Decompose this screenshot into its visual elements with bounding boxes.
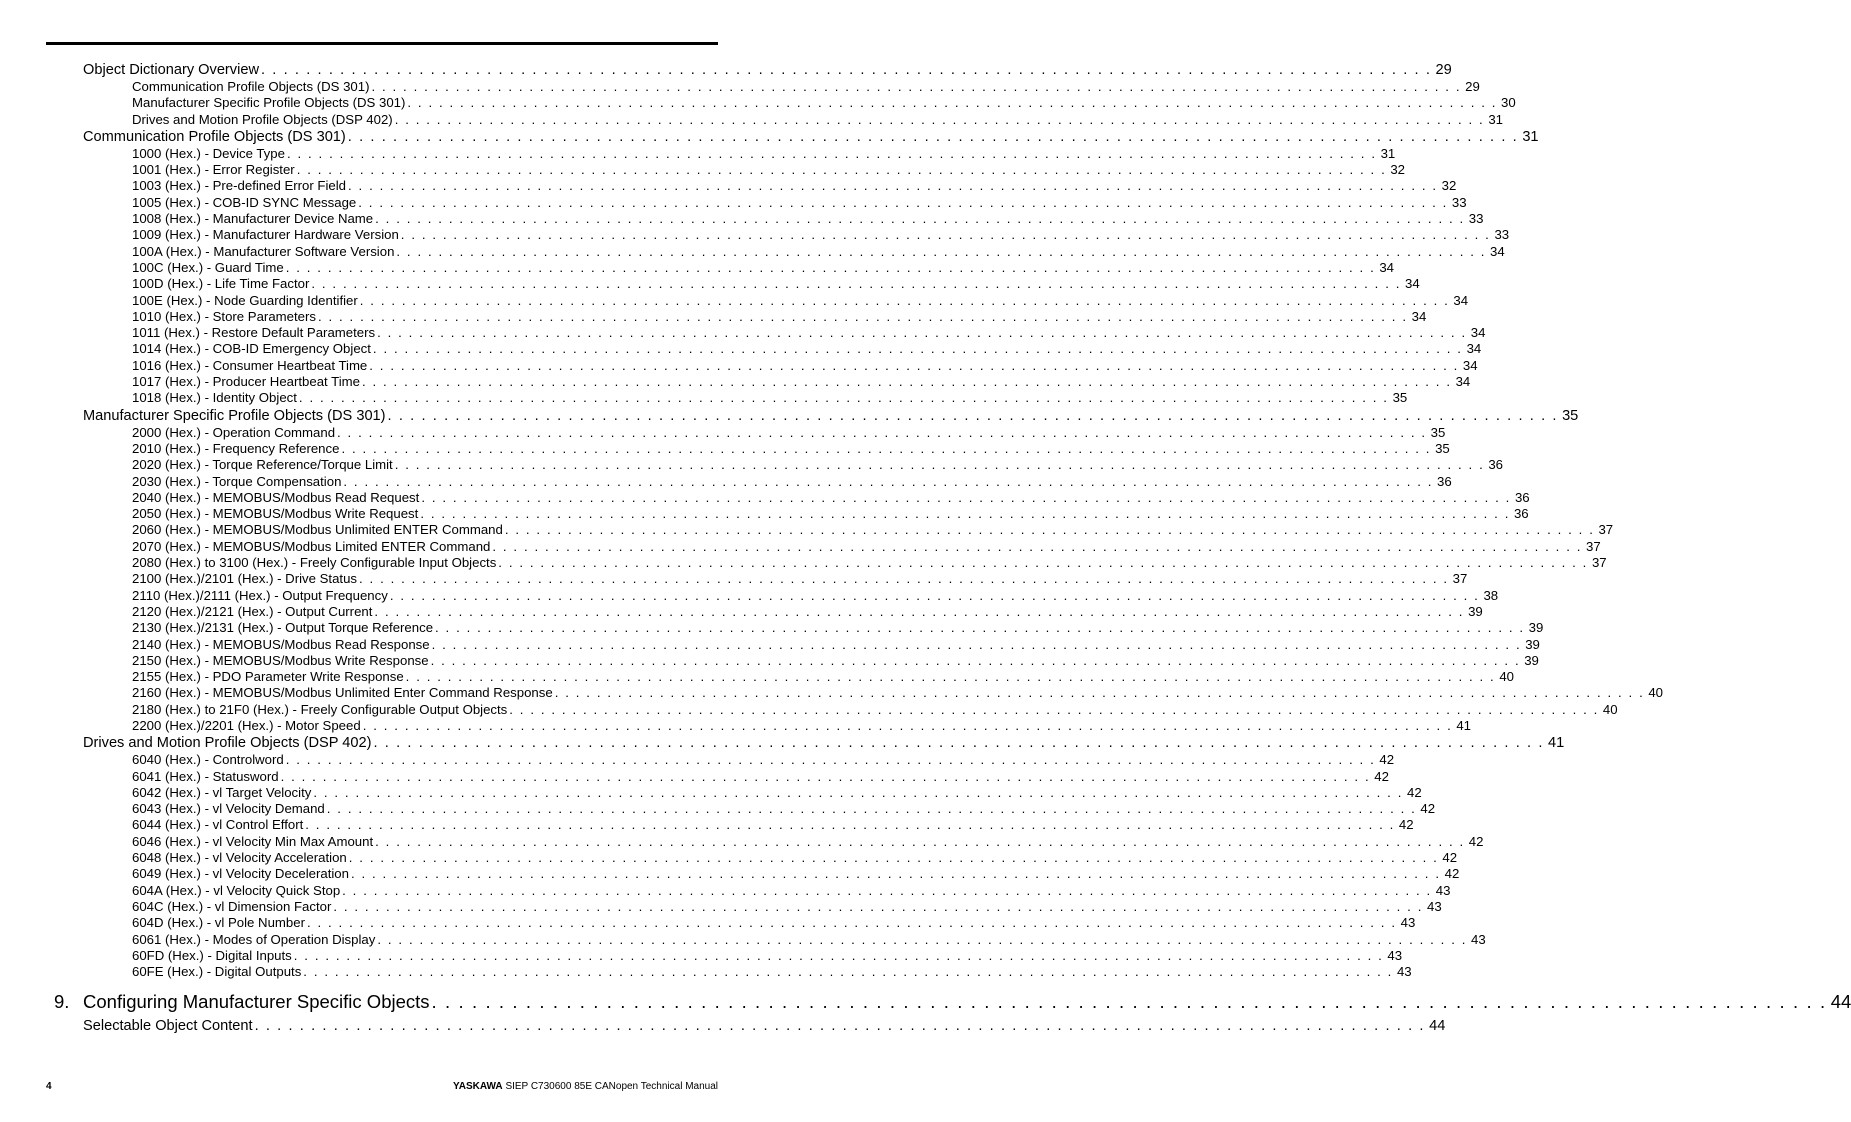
toc-entry-page: 43 bbox=[1387, 947, 1403, 963]
toc-entry-title: Communication Profile Objects (DS 301) bbox=[83, 128, 346, 145]
toc-entry[interactable] bbox=[132, 915, 1416, 931]
toc-entry-page: 42 bbox=[1379, 752, 1395, 768]
header-rule bbox=[46, 42, 718, 45]
toc-entry-page: 34 bbox=[1462, 357, 1478, 373]
toc-entry[interactable] bbox=[132, 571, 1468, 587]
toc-entry-title: Configuring Manufacturer Specific Objects bbox=[83, 991, 430, 1013]
toc-entry-page: 33 bbox=[1494, 227, 1510, 243]
toc-entry[interactable] bbox=[132, 603, 1483, 620]
toc-entry-title: 2130 (Hex.)/2131 (Hex.) - Output Torque Reference bbox=[132, 620, 434, 636]
toc-entry[interactable] bbox=[132, 243, 1505, 260]
toc-entry[interactable] bbox=[132, 194, 1467, 211]
toc-entry[interactable] bbox=[132, 457, 1504, 473]
dot-leader: . . . . . . . . . . . . . . . . . . . . . . . . . . . . . . . . . . . . . . . . . . . . . . . . . . . . . . . . . . . . . . . . . . . . . . . . . . . . . . . . . . . . . . . . . . . . . . . . . . . . . . . . bbox=[285, 259, 1376, 275]
dot-leader: . . . . . . . . . . . . . . . . . . . . . . . . . . . . . . . . . . . . . . . . . . . . . . . . . . . . . . . . . . . . . . . . . . . . . . . . . . . . . . . . . . . . . . . . . . . . . . . . . . . . . . . . bbox=[285, 752, 1376, 768]
toc-entry[interactable] bbox=[132, 390, 1408, 406]
toc-entry-page: 34 bbox=[1405, 276, 1420, 292]
toc-entry-page: 37 bbox=[1452, 571, 1468, 587]
toc-entry-page: 36 bbox=[1513, 506, 1529, 522]
toc-entry[interactable] bbox=[132, 701, 1618, 718]
toc-entry[interactable] bbox=[132, 506, 1529, 522]
toc-entry[interactable] bbox=[132, 227, 1510, 243]
toc-entry-title: 100E (Hex.) - Node Guarding Identifier bbox=[132, 292, 358, 308]
toc-entry-title: 1009 (Hex.) - Manufacturer Hardware Version bbox=[132, 227, 399, 243]
toc-entry-page: 44 bbox=[1429, 1018, 1446, 1035]
dot-leader: . . . . . . . . . . . . . . . . . . . . . . . . . . . . . . . . . . . . . . . . . . . . . . . . . . . . . . . . . . . . . . . . . . . . . . . . . . . . . . . . . . . . . . . . . . . . . . . . . . . . . . . . bbox=[387, 407, 1559, 424]
toc-entry-page: 43 bbox=[1396, 964, 1412, 980]
toc-entry[interactable] bbox=[132, 850, 1458, 866]
toc-entry-title: 60FD (Hex.) - Digital Inputs bbox=[132, 947, 292, 963]
toc-entry-title: 604D (Hex.) - vl Pole Number bbox=[132, 915, 305, 931]
toc-entry-title: 1008 (Hex.) - Manufacturer Device Name bbox=[132, 211, 374, 227]
toc-entry-page: 33 bbox=[1451, 194, 1467, 210]
dot-leader: . . . . . . . . . . . . . . . . . . . . . . . . . . . . . . . . . . . . . . . . . . . . . . . . . . . . . . . . . . . . . . . . . . . . . . . . . . . . . . . . . . . . . . . . . . . . . . . . . . . . . . . . bbox=[358, 194, 1448, 210]
toc-entry[interactable] bbox=[132, 752, 1395, 768]
dot-leader: . . . . . . . . . . . . . . . . . . . . . . . . . . . . . . . . . . . . . . . . . . . . . . . . . . . . . . . . . . . . . . . . . . . . . . . . . . . . . . . . . . . . . . . . . . . . . . . . . . . . . . . . bbox=[405, 669, 1496, 685]
toc-entry[interactable] bbox=[132, 79, 1480, 95]
toc-entry[interactable] bbox=[132, 489, 1530, 506]
toc-entry-title: 2040 (Hex.) - MEMOBUS/Modbus Read Request bbox=[132, 489, 420, 505]
toc-entry-title: 2030 (Hex.) - Torque Compensation bbox=[132, 473, 342, 489]
toc-entry-title: 2020 (Hex.) - Torque Reference/Torque Limit bbox=[132, 457, 393, 473]
toc-entry-title: 2155 (Hex.) - PDO Parameter Write Response bbox=[132, 669, 404, 685]
toc-entry-page: 34 bbox=[1466, 341, 1482, 357]
dot-leader: . . . . . . . . . . . . . . . . . . . . . . . . . . . . . . . . . . . . . . . . . . . . . . . . . . . . . . . . . . . . . . . . . . . . . . . . . . . . . . . . . . . . . . . . . . . . . . . . . . . . . . . . bbox=[509, 701, 1599, 717]
toc-entry-title: Manufacturer Specific Profile Objects (DS 301) bbox=[83, 407, 386, 424]
toc-entry-title: 2010 (Hex.) - Frequency Reference bbox=[132, 440, 340, 456]
dot-leader: . . . . . . . . . . . . . . . . . . . . . . . . . . . . . . . . . . . . . . . . . . . . . . . . . . . . . . . . . . . . . . . . . . . . . . . . . . . . . . . . . . . . . . . . . . . . . . . . . . . . . . . . bbox=[420, 506, 1510, 522]
dot-leader: . . . . . . . . . . . . . . . . . . . . . . . . . . . . . . . . . . . . . . . . . . . . . . . . . . . . . . . . . . . . . . . . . . . . . . . . . . . . . . . . . . . . . . . . . . . . . . . . . . . . . . . . bbox=[293, 947, 1384, 963]
dot-leader: . . . . . . . . . . . . . . . . . . . . . . . . . . . . . . . . . . . . . . . . . . . . . . . . . . . . . . . . . . . . . . . . . . . . . . . . . . . . . . . . . . . . . . . . . . . . . . . . . . . . . . . . bbox=[435, 620, 1525, 636]
dot-leader: . . . . . . . . . . . . . . . . . . . . . . . . . . . . . . . . . . . . . . . . . . . . . . . . . . . . . . . . . . . . . . . . . . . . . . . . . . . . . . . . . . . . . . . . . . . . . . . . . . . . . . . . bbox=[306, 915, 1397, 931]
toc-entry[interactable] bbox=[132, 341, 1482, 357]
toc-entry-title: 2160 (Hex.) - MEMOBUS/Modbus Unlimited Enter Command Response bbox=[132, 685, 553, 701]
manual-title bbox=[453, 1080, 718, 1094]
toc-entry[interactable] bbox=[132, 964, 1412, 980]
toc-entry-title: Manufacturer Specific Profile Objects (DS 301) bbox=[132, 95, 406, 111]
toc-entry[interactable] bbox=[132, 178, 1457, 194]
toc-entry[interactable] bbox=[132, 259, 1395, 276]
dot-leader: . . . . . . . . . . . . . . . . . . . . . . . . . . . . . . . . . . . . . . . . . . . . . . . . . . . . . . . . . . . . . . . . . . . . . . . . . . . . . . . . . . . . . . . . . . . . . . . . . . . . . . . . bbox=[317, 308, 1408, 324]
dot-leader: . . . . . . . . . . . . . . . . . . . . . . . . . . . . . . . . . . . . . . . . . . . . . . . . . . . . . . . . . . . . . . . . . . . . . . . . . . . . . . . . . . . . . . . . . . . . . . . . . . . . . . . . bbox=[396, 243, 1487, 259]
toc-entry[interactable] bbox=[132, 817, 1414, 833]
toc-entry-page: 34 bbox=[1453, 292, 1469, 308]
dot-leader: . . . . . . . . . . . . . . . . . . . . . . . . . . . . . . . . . . . . . . . . . . . . . . . . . . . . . . . . . . . . . . . . . . . . . . . . . . . . . . . . . . . . . . . . . . . . . . . . . . . . . . . . bbox=[348, 850, 1439, 866]
toc-entry-page: 43 bbox=[1471, 931, 1486, 947]
toc-entry[interactable] bbox=[132, 833, 1484, 850]
dot-leader: . . . . . . . . . . . . . . . . . . . . . . . . . . . . . . . . . . . . . . . . . . . . . . . . . . . . . . . . . . . . . . . . . . . . . . . . . . . . . . . . . . . . . . . . . . . . . . . . . . . . . . . . bbox=[313, 784, 1403, 800]
toc-entry-page: 31 bbox=[1488, 111, 1503, 127]
toc-entry-page: 37 bbox=[1598, 522, 1614, 538]
toc-entry[interactable] bbox=[132, 882, 1451, 899]
dot-leader: . . . . . . . . . . . . . . . . . . . . . . . . . . . . . . . . . . . . . . . . . . . . . . . . . . . . . . . . . . . . . . . . . . . . . . . . . . . . . . . . . . . . . . . . . . . . . . . . . . . . . . . . bbox=[504, 522, 1595, 538]
toc-entry[interactable] bbox=[132, 162, 1406, 178]
dot-leader: . . . . . . . . . . . . . . . . . . . . . . . . . . . . . . . . . . . . . . . . . . . . . . . . . . . . . . . . . . . . . . . . . . . . . . . . . . . . . . . . . . . . . . . . . . . . . . . . . . . . . . . . bbox=[407, 95, 1498, 111]
toc-entry-title: 1014 (Hex.) - COB-ID Emergency Object bbox=[132, 341, 371, 357]
toc-entry-page: 34 bbox=[1490, 243, 1505, 259]
toc-entry[interactable] bbox=[132, 866, 1460, 882]
toc-entry-page: 33 bbox=[1468, 211, 1484, 227]
toc-entry-title: Selectable Object Content bbox=[83, 1018, 253, 1035]
toc-entry-page: 40 bbox=[1602, 701, 1618, 717]
toc-entry-title: 2180 (Hex.) to 21F0 (Hex.) - Freely Configurable Output Objects bbox=[132, 701, 508, 717]
toc-entry[interactable] bbox=[132, 292, 1469, 309]
toc-entry-page: 35 bbox=[1435, 440, 1450, 456]
dot-leader: . . . . . . . . . . . . . . . . . . . . . . . . . . . . . . . . . . . . . . . . . . . . . . . . . . . . . . . . . . . . . . . . . . . . . . . . . . . . . . . . . . . . . . . . . . . . . . . . . . . . . . . . bbox=[350, 866, 1441, 882]
toc-entry-title: 6040 (Hex.) - Controlword bbox=[132, 752, 284, 768]
toc-entry[interactable] bbox=[132, 768, 1389, 785]
toc-entry[interactable] bbox=[132, 522, 1614, 538]
toc-entry-page: 38 bbox=[1483, 587, 1499, 603]
toc-entry[interactable] bbox=[132, 784, 1422, 801]
dot-leader: . . . . . . . . . . . . . . . . . . . . . . . . . . . . . . . . . . . . . . . . . . . . . . . . . . . . . . . . . . . . . . . . . . . . . . . . . . . . . . . . . . . . . . . . . . . . . . . . . . . . . . . . bbox=[347, 128, 1519, 145]
toc-entry-title: 100A (Hex.) - Manufacturer Software Version bbox=[132, 243, 395, 259]
toc-entry-title: Drives and Motion Profile Objects (DSP 402) bbox=[83, 735, 372, 752]
toc-entry-title: Communication Profile Objects (DS 301) bbox=[132, 79, 370, 94]
dot-leader: . . . . . . . . . . . . . . . . . . . . . . . . . . . . . . . . . . . . . . . . . . . . . . . . . . . . . . . . . . . . . . . . . . . . . . . . . . . . . . . . . . . . . . . . . . . . . . . . . . . . . . . . bbox=[286, 145, 1377, 161]
dot-leader: . . . . . . . . . . . . . . . . . . . . . . . . . . . . . . . . . . . . . . . . . . . . . . . . . . . . . . . . . . . . . . . . . . . . . . . . . . . . . . . . . . . . . . . . . . . . . . . . . . . . . . . . bbox=[333, 898, 1423, 914]
toc-entry[interactable] bbox=[132, 947, 1403, 964]
toc-entry-title: 6042 (Hex.) - vl Target Velocity bbox=[132, 784, 312, 800]
dot-leader: . . . . . . . . . . . . . . . . . . . . . . . . . . . . . . . . . . . . . . . . . . . . . . . . . . . . . . . . . . . . . . . . . . . . . . . . . . . . . . . . . . . . . . . . . . . . . . . . . . . . . . . . bbox=[373, 735, 1544, 752]
dot-leader: . . . . . . . . . . . . . . . . . . . . . . . . . . . . . . . . . . . . . . . . . . . . . . . . . . . . . . . . . . . . . . . . . . . . . . . . . . . . . . . . . . . . . . . . . . . . . . . . . . . . . . . . bbox=[254, 1018, 1426, 1035]
toc-entry-title: 2140 (Hex.) - MEMOBUS/Modbus Read Response bbox=[132, 636, 430, 652]
toc-entry-page: 32 bbox=[1390, 162, 1406, 178]
dot-leader: . . . . . . . . . . . . . . . . . . . . . . . . . . . . . . . . . . . . . . . . . . . . . . . . . . . . . . . . . . . . . . . . . . . . . . . . . . . . . . . . . . . . . . . . . . . . . . . . . . . . . . . . bbox=[421, 489, 1511, 505]
dot-leader: . . . . . . . . . . . . . . . . . . . . . . . . . . . . . . . . . . . . . . . . . . . . . . . . . . . . . . . . . . . . . . . . . . . . . . . . . . . . . . . . . . . . . . . . . . . . . . . . . . . . . . . . bbox=[377, 931, 1467, 947]
toc-entry[interactable] bbox=[132, 587, 1499, 604]
toc-entry-page: 32 bbox=[1441, 178, 1457, 194]
toc-entry-page: 40 bbox=[1648, 685, 1664, 701]
toc-entry-title: 2060 (Hex.) - MEMOBUS/Modbus Unlimited ENTER Command bbox=[132, 522, 503, 538]
toc-entry-page: 40 bbox=[1499, 669, 1514, 685]
toc-entry-title: Object Dictionary Overview bbox=[83, 62, 259, 78]
toc-entry[interactable] bbox=[132, 931, 1486, 948]
dot-leader: . . . . . . . . . . . . . . . . . . . . . . . . . . . . . . . . . . . . . . . . . . . . . . . . . . . . . . . . . . . . . . . . . . . . . . . . . . . . . . . . . . . . . . . . . . . . . . . . . . . . . . . . bbox=[348, 178, 1438, 194]
toc-entry-page: 42 bbox=[1442, 850, 1458, 866]
toc-entry-title: 1018 (Hex.) - Identity Object bbox=[132, 390, 297, 406]
toc-entry[interactable] bbox=[83, 61, 1452, 79]
toc-entry-page: 43 bbox=[1426, 898, 1442, 914]
brand-name: YASKAWA bbox=[453, 1081, 503, 1092]
toc-entry-title: 6049 (Hex.) - vl Velocity Deceleration bbox=[132, 866, 349, 882]
dot-leader: . . . . . . . . . . . . . . . . . . . . . . . . . . . . . . . . . . . . . . . . . . . . . . . . . . . . . . . . . . . . . . . . . . . . . . . . . . . . . . . . . . . . . . . . . . . . . . . . . . . . . . . . bbox=[377, 325, 1467, 341]
toc-entry-page: 42 bbox=[1420, 801, 1436, 817]
toc-entry[interactable] bbox=[83, 734, 1565, 752]
manual-name: SIEP C730600 85E CANopen Technical Manual bbox=[505, 1081, 718, 1092]
toc-entry-page: 31 bbox=[1380, 145, 1396, 161]
toc-entry[interactable] bbox=[132, 620, 1544, 636]
toc-entry-page: 30 bbox=[1501, 95, 1516, 111]
toc-entry-page: 35 bbox=[1430, 424, 1446, 440]
dot-leader: . . . . . . . . . . . . . . . . . . . . . . . . . . . . . . . . . . . . . . . . . . . . . . . . . . . . . . . . . . . . . . . . . . . . . . . . . . . . . . . . . . . . . . . . . . . . . . . . . . . . . . . . bbox=[371, 79, 1462, 94]
toc-entry-title: 100C (Hex.) - Guard Time bbox=[132, 259, 284, 275]
toc-entry-page: 35 bbox=[1562, 407, 1579, 424]
toc-entry-page: 39 bbox=[1525, 636, 1540, 652]
dot-leader: . . . . . . . . . . . . . . . . . . . . . . . . . . . . . . . . . . . . . . . . . . . . . . . . . . . . . . . . . . . . . . . . . . . . . . . . . . . . . . . . . . . . . . . . . . . . . . . . . . . . . . . . bbox=[298, 390, 1389, 406]
toc-entry-title: 2080 (Hex.) to 3100 (Hex.) - Freely Configurable Input Objects bbox=[132, 555, 497, 571]
toc-entry[interactable] bbox=[132, 555, 1607, 571]
dot-leader: . . . . . . . . . . . . . . . . . . . . . . . . . . . . . . . . . . . . . . . . . . . . . . . . . . . . . . . . . . . . . . . . . . . . . . . . . . . . . . . . . . . . . . . . . . . . . . . . . . . . . . . . bbox=[343, 473, 1434, 489]
toc-entry[interactable] bbox=[132, 898, 1442, 915]
toc-entry-page: 43 bbox=[1400, 915, 1416, 931]
toc-entry-title: 604C (Hex.) - vl Dimension Factor bbox=[132, 898, 332, 914]
toc-entry-title: 1011 (Hex.) - Restore Default Parameters bbox=[132, 325, 376, 341]
toc-entry[interactable] bbox=[83, 1017, 1446, 1035]
toc-entry-title: 6043 (Hex.) - vl Velocity Demand bbox=[132, 801, 325, 817]
toc-entry[interactable] bbox=[132, 424, 1446, 441]
toc-entry-title: 2150 (Hex.) - MEMOBUS/Modbus Write Response bbox=[132, 652, 429, 668]
toc-entry-title: 1001 (Hex.) - Error Register bbox=[132, 162, 295, 178]
toc-entry[interactable] bbox=[132, 473, 1452, 490]
toc-entry-page: 36 bbox=[1437, 473, 1452, 489]
toc-entry[interactable] bbox=[132, 717, 1472, 734]
toc-entry-title: 2050 (Hex.) - MEMOBUS/Modbus Write Request bbox=[132, 506, 419, 522]
dot-leader: . . . . . . . . . . . . . . . . . . . . . . . . . . . . . . . . . . . . . . . . . . . . . . . . . . . . . . . . . . . . . . . . . . . . . . . . . . . . . . . . . . . . . . . . . . . . . . . . . . . . . . . . bbox=[389, 587, 1480, 603]
toc-entry[interactable] bbox=[132, 636, 1540, 653]
toc-entry-title: 2200 (Hex.)/2201 (Hex.) - Motor Speed bbox=[132, 717, 361, 733]
toc-entry-page: 37 bbox=[1586, 538, 1601, 554]
toc-entry-title: 2100 (Hex.)/2101 (Hex.) - Drive Status bbox=[132, 571, 358, 587]
toc-entry-page: 44 bbox=[1830, 991, 1851, 1013]
dot-leader: . . . . . . . . . . . . . . . . . . . . . . . . . . . . . . . . . . . . . . . . . . . . . . . . . . . . . . . . . . . . . . . . . . . . . . . . . . . . . . . . . . . . . . . . . . . . . . . . . . . . . . . . bbox=[394, 457, 1485, 473]
toc-entry-page: 42 bbox=[1444, 866, 1460, 882]
toc-entry[interactable] bbox=[132, 276, 1420, 292]
dot-leader: . . . . . . . . . . . . . . . . . . . . . . . . . . . . . . . . . . . . . . . . . . . . . . . . . . . . . . . . . . . . . . . . . . . . . . . . . . . . . . . . . . . . . . . . . . . . . . . . . . . . . . . . bbox=[375, 211, 1465, 227]
dot-leader: . . . . . . . . . . . . . . . . . . . . . . . . . . . . . . . . . . . . . . . . . . . . . . . . . . . . . . . . . . . . . . . . . . . . . . . . . . . . . . . . . . . . . . . . . . . . . . . . . . . . . . . . bbox=[375, 833, 1465, 849]
toc-entry-title: 6048 (Hex.) - vl Velocity Acceleration bbox=[132, 850, 347, 866]
toc-entry-title: 2110 (Hex.)/2111 (Hex.) - Output Frequency bbox=[132, 587, 388, 603]
toc-entry-title: 1010 (Hex.) - Store Parameters bbox=[132, 308, 316, 324]
dot-leader: . . . . . . . . . . . . . . . . . . . . . . . . . . . . . . . . . . . . . . . . . . . . . . . . . . . . . . . . . . . . . . . . . . . . . . . . . . . . . . . . . . . . . . . . . . . . . . . . . . . . . . . . bbox=[369, 357, 1459, 373]
dot-leader: . . . . . . . . . . . . . . . . . . . . . . . . . . . . . . . . . . . . . . . . . . . . . . . . . . . . . . . . . . . . . . . . . . . . . . . . . . . . . . . . . . . . . . . . . . . . . . . . . . . . . . . . bbox=[326, 801, 1417, 817]
toc-entry[interactable] bbox=[132, 652, 1539, 669]
dot-leader: . . . . . . . . . . . . . . . . . . . . . . . . . . . . . . . . . . . . . . . . . . . . . . . . . . . . . . . . . . . . . . . . . . . . . . . . . . . . . . . . . . . . . . . . . . . . . . . . . . . . . . . . bbox=[305, 817, 1395, 833]
toc-entry-page: 39 bbox=[1528, 620, 1544, 636]
toc-entry-title: 6041 (Hex.) - Statusword bbox=[132, 768, 279, 784]
toc-entry-title: 2000 (Hex.) - Operation Command bbox=[132, 424, 336, 440]
toc-entry[interactable] bbox=[132, 111, 1503, 128]
toc-entry[interactable] bbox=[132, 325, 1486, 341]
toc-entry-page: 43 bbox=[1435, 882, 1451, 898]
toc-entry-page: 36 bbox=[1488, 457, 1504, 473]
toc-entry-title: 1003 (Hex.) - Pre-defined Error Field bbox=[132, 178, 347, 194]
toc-entry-title: 1016 (Hex.) - Consumer Heartbeat Time bbox=[132, 357, 368, 373]
toc-entry-title: 1000 (Hex.) - Device Type bbox=[132, 145, 285, 161]
dot-leader: . . . . . . . . . . . . . . . . . . . . . . . . . . . . . . . . . . . . . . . . . . . . . . . . . . . . . . . . . . . . . . . . . . . . . . . . . . . . . . . . . . . . . . . . . . . . . . . . . . . . . . . . bbox=[280, 768, 1371, 784]
dot-leader: . . . . . . . . . . . . . . . . . . . . . . . . . . . . . . . . . . . . . . . . . . . . . . . . . . . . . . . . . . . . . . . . . . . . . . . . . . . . . . . . . . . . . . . . . . . . . . . . . . . . . . . . bbox=[361, 374, 1452, 390]
toc-entry-page: 42 bbox=[1374, 768, 1389, 784]
toc-entry[interactable] bbox=[132, 357, 1478, 374]
toc-entry-page: 37 bbox=[1591, 555, 1607, 571]
toc-entry-page: 35 bbox=[1392, 390, 1408, 406]
toc-entry-page: 31 bbox=[1522, 128, 1539, 145]
toc-entry-title: 6044 (Hex.) - vl Control Effort bbox=[132, 817, 304, 833]
toc-entry-page: 39 bbox=[1524, 652, 1539, 668]
toc-entry-page: 29 bbox=[1465, 79, 1480, 94]
dot-leader: . . . . . . . . . . . . . . . . . . . . . . . . . . . . . . . . . . . . . . . . . . . . . . . . . . . . . . . . . . . . . . . . . . . . . . . . . . . . . . . . . . . . . . . . . . . . . . . . . . . . . . . . bbox=[337, 424, 1427, 440]
chapter-number: 9. bbox=[54, 991, 70, 1013]
toc-entry-page: 34 bbox=[1379, 259, 1395, 275]
dot-leader: . . . . . . . . . . . . . . . . . . . . . . . . . . . . . . . . . . . . . . . . . . . . . . . . . . . . . . . . . . . . . . . . . . . . . . . . . . . . . . . . . . . . . . . . . . . . . . . . . . . . . . . . bbox=[342, 882, 1432, 898]
toc-entry[interactable] bbox=[83, 407, 1579, 425]
toc-entry[interactable] bbox=[83, 128, 1539, 146]
dot-leader: . . . . . . . . . . . . . . . . . . . . . . . . . . . . . . . . . . . . . . . . . . . . . . . . . . . . . . . . . . . . . . . . . . . . . . . . . . . . . . . . . . . . . . . . . . . . . . . . . . . . . . . . bbox=[400, 227, 1491, 243]
toc-entry-page: 34 bbox=[1470, 325, 1486, 341]
dot-leader: . . . . . . . . . . . . . . . . . . . . . . . . . . . . . . . . . . . . . . . . . . . . . . . . . . . . . . . . . . . . . . . . . . . . . . . . . . . . . . . . . . . . . . . . . . . . . . . . . . . . . . . . bbox=[311, 276, 1401, 292]
toc-entry-title: 6061 (Hex.) - Modes of Operation Display bbox=[132, 931, 376, 947]
dot-leader: . . . . . . . . . . . . . . . . . . . . . . . . . . . . . . . . . . . . . . . . . . . . . . . . . . . . . . . . . . . . . . . . . . . . . . . . . . . . . . . . . . . . . . . . . . . . . . . . . . . . . . . . bbox=[431, 991, 1827, 1013]
toc-entry-title: 604A (Hex.) - vl Velocity Quick Stop bbox=[132, 882, 341, 898]
toc-entry-page: 39 bbox=[1468, 603, 1483, 619]
table-of-contents bbox=[0, 61, 1851, 1035]
dot-leader: . . . . . . . . . . . . . . . . . . . . . . . . . . . . . . . . . . . . . . . . . . . . . . . . . . . . . . . . . . . . . . . . . . . . . . . . . . . . . . . . . . . . . . . . . . . . . . . . . . . . . . . . bbox=[362, 717, 1453, 733]
toc-entry[interactable] bbox=[132, 374, 1471, 390]
toc-entry-title: 1005 (Hex.) - COB-ID SYNC Message bbox=[132, 194, 357, 210]
toc-entry[interactable] bbox=[132, 145, 1396, 162]
dot-leader: . . . . . . . . . . . . . . . . . . . . . . . . . . . . . . . . . . . . . . . . . . . . . . . . . . . . . . . . . . . . . . . . . . . . . . . . . . . . . . . . . . . . . . . . . . . . . . . . . . . . . . . . bbox=[296, 162, 1387, 178]
toc-entry-title: 6046 (Hex.) - vl Velocity Min Max Amount bbox=[132, 833, 374, 849]
toc-entry-page: 42 bbox=[1468, 833, 1484, 849]
toc-entry[interactable] bbox=[132, 308, 1427, 325]
toc-entry[interactable] bbox=[132, 211, 1484, 227]
toc-entry[interactable] bbox=[132, 669, 1514, 685]
toc-entry-page: 29 bbox=[1435, 62, 1452, 78]
dot-leader: . . . . . . . . . . . . . . . . . . . . . . . . . . . . . . . . . . . . . . . . . . . . . . . . . . . . . . . . . . . . . . . . . . . . . . . . . . . . . . . . . . . . . . . . . . . . . . . . . . . . . . . . bbox=[359, 571, 1449, 587]
dot-leader: . . . . . . . . . . . . . . . . . . . . . . . . . . . . . . . . . . . . . . . . . . . . . . . . . . . . . . . . . . . . . . . . . . . . . . . . . . . . . . . . . . . . . . . . . . . . . . . . . . . . . . . . bbox=[492, 538, 1583, 554]
toc-entry[interactable] bbox=[132, 538, 1601, 555]
toc-entry[interactable] bbox=[132, 440, 1450, 457]
toc-entry-title: 2120 (Hex.)/2121 (Hex.) - Output Current bbox=[132, 603, 373, 619]
toc-entry[interactable] bbox=[132, 801, 1436, 817]
toc-entry-title: 100D (Hex.) - Life Time Factor bbox=[132, 276, 310, 292]
page-footer bbox=[46, 1080, 718, 1094]
toc-entry-page: 34 bbox=[1411, 308, 1427, 324]
toc-entry-page: 41 bbox=[1456, 717, 1472, 733]
dot-leader: . . . . . . . . . . . . . . . . . . . . . . . . . . . . . . . . . . . . . . . . . . . . . . . . . . . . . . . . . . . . . . . . . . . . . . . . . . . . . . . . . . . . . . . . . . . . . . . . . . . . . . . . bbox=[431, 636, 1522, 652]
dot-leader: . . . . . . . . . . . . . . . . . . . . . . . . . . . . . . . . . . . . . . . . . . . . . . . . . . . . . . . . . . . . . . . . . . . . . . . . . . . . . . . . . . . . . . . . . . . . . . . . . . . . . . . . bbox=[372, 341, 1463, 357]
dot-leader: . . . . . . . . . . . . . . . . . . . . . . . . . . . . . . . . . . . . . . . . . . . . . . . . . . . . . . . . . . . . . . . . . . . . . . . . . . . . . . . . . . . . . . . . . . . . . . . . . . . . . . . . bbox=[394, 111, 1485, 127]
toc-entry[interactable] bbox=[132, 95, 1516, 111]
toc-entry-title: 2070 (Hex.) - MEMOBUS/Modbus Limited ENTER Command bbox=[132, 538, 491, 554]
dot-leader: . . . . . . . . . . . . . . . . . . . . . . . . . . . . . . . . . . . . . . . . . . . . . . . . . . . . . . . . . . . . . . . . . . . . . . . . . . . . . . . . . . . . . . . . . . . . . . . . . . . . . . . . bbox=[554, 685, 1645, 701]
dot-leader: . . . . . . . . . . . . . . . . . . . . . . . . . . . . . . . . . . . . . . . . . . . . . . . . . . . . . . . . . . . . . . . . . . . . . . . . . . . . . . . . . . . . . . . . . . . . . . . . . . . . . . . . bbox=[303, 964, 1393, 980]
dot-leader: . . . . . . . . . . . . . . . . . . . . . . . . . . . . . . . . . . . . . . . . . . . . . . . . . . . . . . . . . . . . . . . . . . . . . . . . . . . . . . . . . . . . . . . . . . . . . . . . . . . . . . . . bbox=[498, 555, 1588, 571]
toc-entry-page: 42 bbox=[1398, 817, 1414, 833]
toc-entry-page: 41 bbox=[1548, 735, 1565, 752]
dot-leader: . . . . . . . . . . . . . . . . . . . . . . . . . . . . . . . . . . . . . . . . . . . . . . . . . . . . . . . . . . . . . . . . . . . . . . . . . . . . . . . . . . . . . . . . . . . . . . . . . . . . . . . . bbox=[374, 603, 1465, 619]
toc-entry-page: 34 bbox=[1455, 374, 1471, 390]
toc-entry-title: Drives and Motion Profile Objects (DSP 402) bbox=[132, 111, 393, 127]
toc-entry[interactable] bbox=[54, 990, 1851, 1014]
toc-entry-title: 60FE (Hex.) - Digital Outputs bbox=[132, 964, 302, 980]
toc-entry-page: 42 bbox=[1406, 784, 1422, 800]
dot-leader: . . . . . . . . . . . . . . . . . . . . . . . . . . . . . . . . . . . . . . . . . . . . . . . . . . . . . . . . . . . . . . . . . . . . . . . . . . . . . . . . . . . . . . . . . . . . . . . . . . . . . . . . bbox=[430, 652, 1521, 668]
toc-entry-title: 1017 (Hex.) - Producer Heartbeat Time bbox=[132, 374, 360, 390]
page-number: 4 bbox=[46, 1081, 52, 1092]
toc-entry-page: 36 bbox=[1514, 489, 1530, 505]
dot-leader: . . . . . . . . . . . . . . . . . . . . . . . . . . . . . . . . . . . . . . . . . . . . . . . . . . . . . . . . . . . . . . . . . . . . . . . . . . . . . . . . . . . . . . . . . . . . . . . . . . . . . . . . bbox=[261, 62, 1432, 78]
dot-leader: . . . . . . . . . . . . . . . . . . . . . . . . . . . . . . . . . . . . . . . . . . . . . . . . . . . . . . . . . . . . . . . . . . . . . . . . . . . . . . . . . . . . . . . . . . . . . . . . . . . . . . . . bbox=[359, 292, 1450, 308]
dot-leader: . . . . . . . . . . . . . . . . . . . . . . . . . . . . . . . . . . . . . . . . . . . . . . . . . . . . . . . . . . . . . . . . . . . . . . . . . . . . . . . . . . . . . . . . . . . . . . . . . . . . . . . . bbox=[341, 440, 1432, 456]
toc-entry[interactable] bbox=[132, 685, 1664, 701]
